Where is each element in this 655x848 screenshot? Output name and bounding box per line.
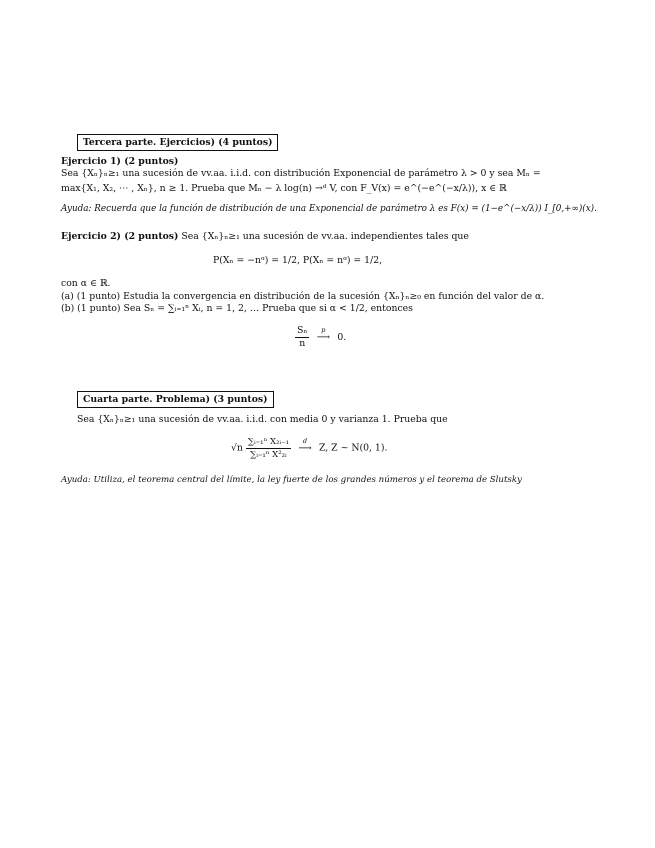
limit-numerator: Sₙ [297,325,308,336]
section-3-title: Tercera parte. Ejercicios) (4 puntos) [77,134,278,151]
exercise-2-intro: Sea {Xₙ}ₙ≥₁ una sucesión de vv.aa. independientes tales que [181,231,469,242]
sqrt-n: √n [231,442,243,454]
limit-fraction [295,325,309,350]
exercise-1-hint: Ayuda: Recuerda que la función de distribución de una Exponencial de parámetro λ es F(x) = (1−e^(−x/λ)) I_[0,+∞)(x). [61,204,597,214]
limit-rhs: 0. [337,332,347,343]
problem-denominator: ∑ᵢ₌₁ⁿ X²₂ᵢ [250,450,287,460]
problem-fraction [246,436,291,461]
exercise-2-part-a: (a) (1 punto) Estudia la convergencia en distribución de la sucesión {Xₙ}ₙ≥₀ en función del valor de α. [61,291,545,302]
exercise-2-condition: con α ∈ ℝ. [61,278,111,289]
exercise-2-first-line [61,231,469,243]
exercise-2-limit-equation [295,325,346,350]
exercise-1-heading: Ejercicio 1) (2 puntos) [61,156,179,167]
arrow-label-p: p [321,326,326,334]
convergence-arrow: p ⟶ [312,332,334,344]
exercise-2-heading: Ejercicio 2) (2 puntos) [61,231,179,242]
exercise-1-line-2: max{X₁, X₂, ⋯ , Xₙ}, n ≥ 1. Prueba que Mₙ − λ log(n) →ᵈ V, con F_V(x) = e^(−e^(−x/λ)), x ∈ ℝ [61,183,507,194]
problem-rhs: Z, Z ∼ N(0, 1). [318,442,388,454]
problem-intro: Sea {Xₙ}ₙ≥₁ una sucesión de vv.aa. i.i.d. con media 0 y varianza 1. Prueba que [77,414,448,425]
exercise-2-part-b: (b) (1 punto) Sea Sₙ = ∑ᵢ₌₁ⁿ Xᵢ, n = 1, 2, … Prueba que si α < 1/2, entonces [61,303,413,314]
convergence-arrow-d: d ⟶ [294,443,316,455]
problem-numerator: ∑ᵢ₌₁ⁿ X₂ᵢ₋₁ [247,437,290,447]
exercise-1-line-1: Sea {Xₙ}ₙ≥₁ una sucesión de vv.aa. i.i.d. con distribución Exponencial de parámetro λ > 0 y sea Mₙ = [61,168,541,179]
section-4-title: Cuarta parte. Problema) (3 puntos) [77,391,274,408]
problem-display-equation [231,436,387,461]
limit-denominator: n [299,338,306,349]
problem-hint: Ayuda: Utiliza, el teorema central del límite, la ley fuerte de los grandes números y el teorema de Slutsky [61,475,522,485]
arrow-label-d: d [302,436,308,445]
exercise-2-display-equation: P(Xₙ = −nᵅ) = 1/2, P(Xₙ = nᵅ) = 1/2, [213,255,383,266]
